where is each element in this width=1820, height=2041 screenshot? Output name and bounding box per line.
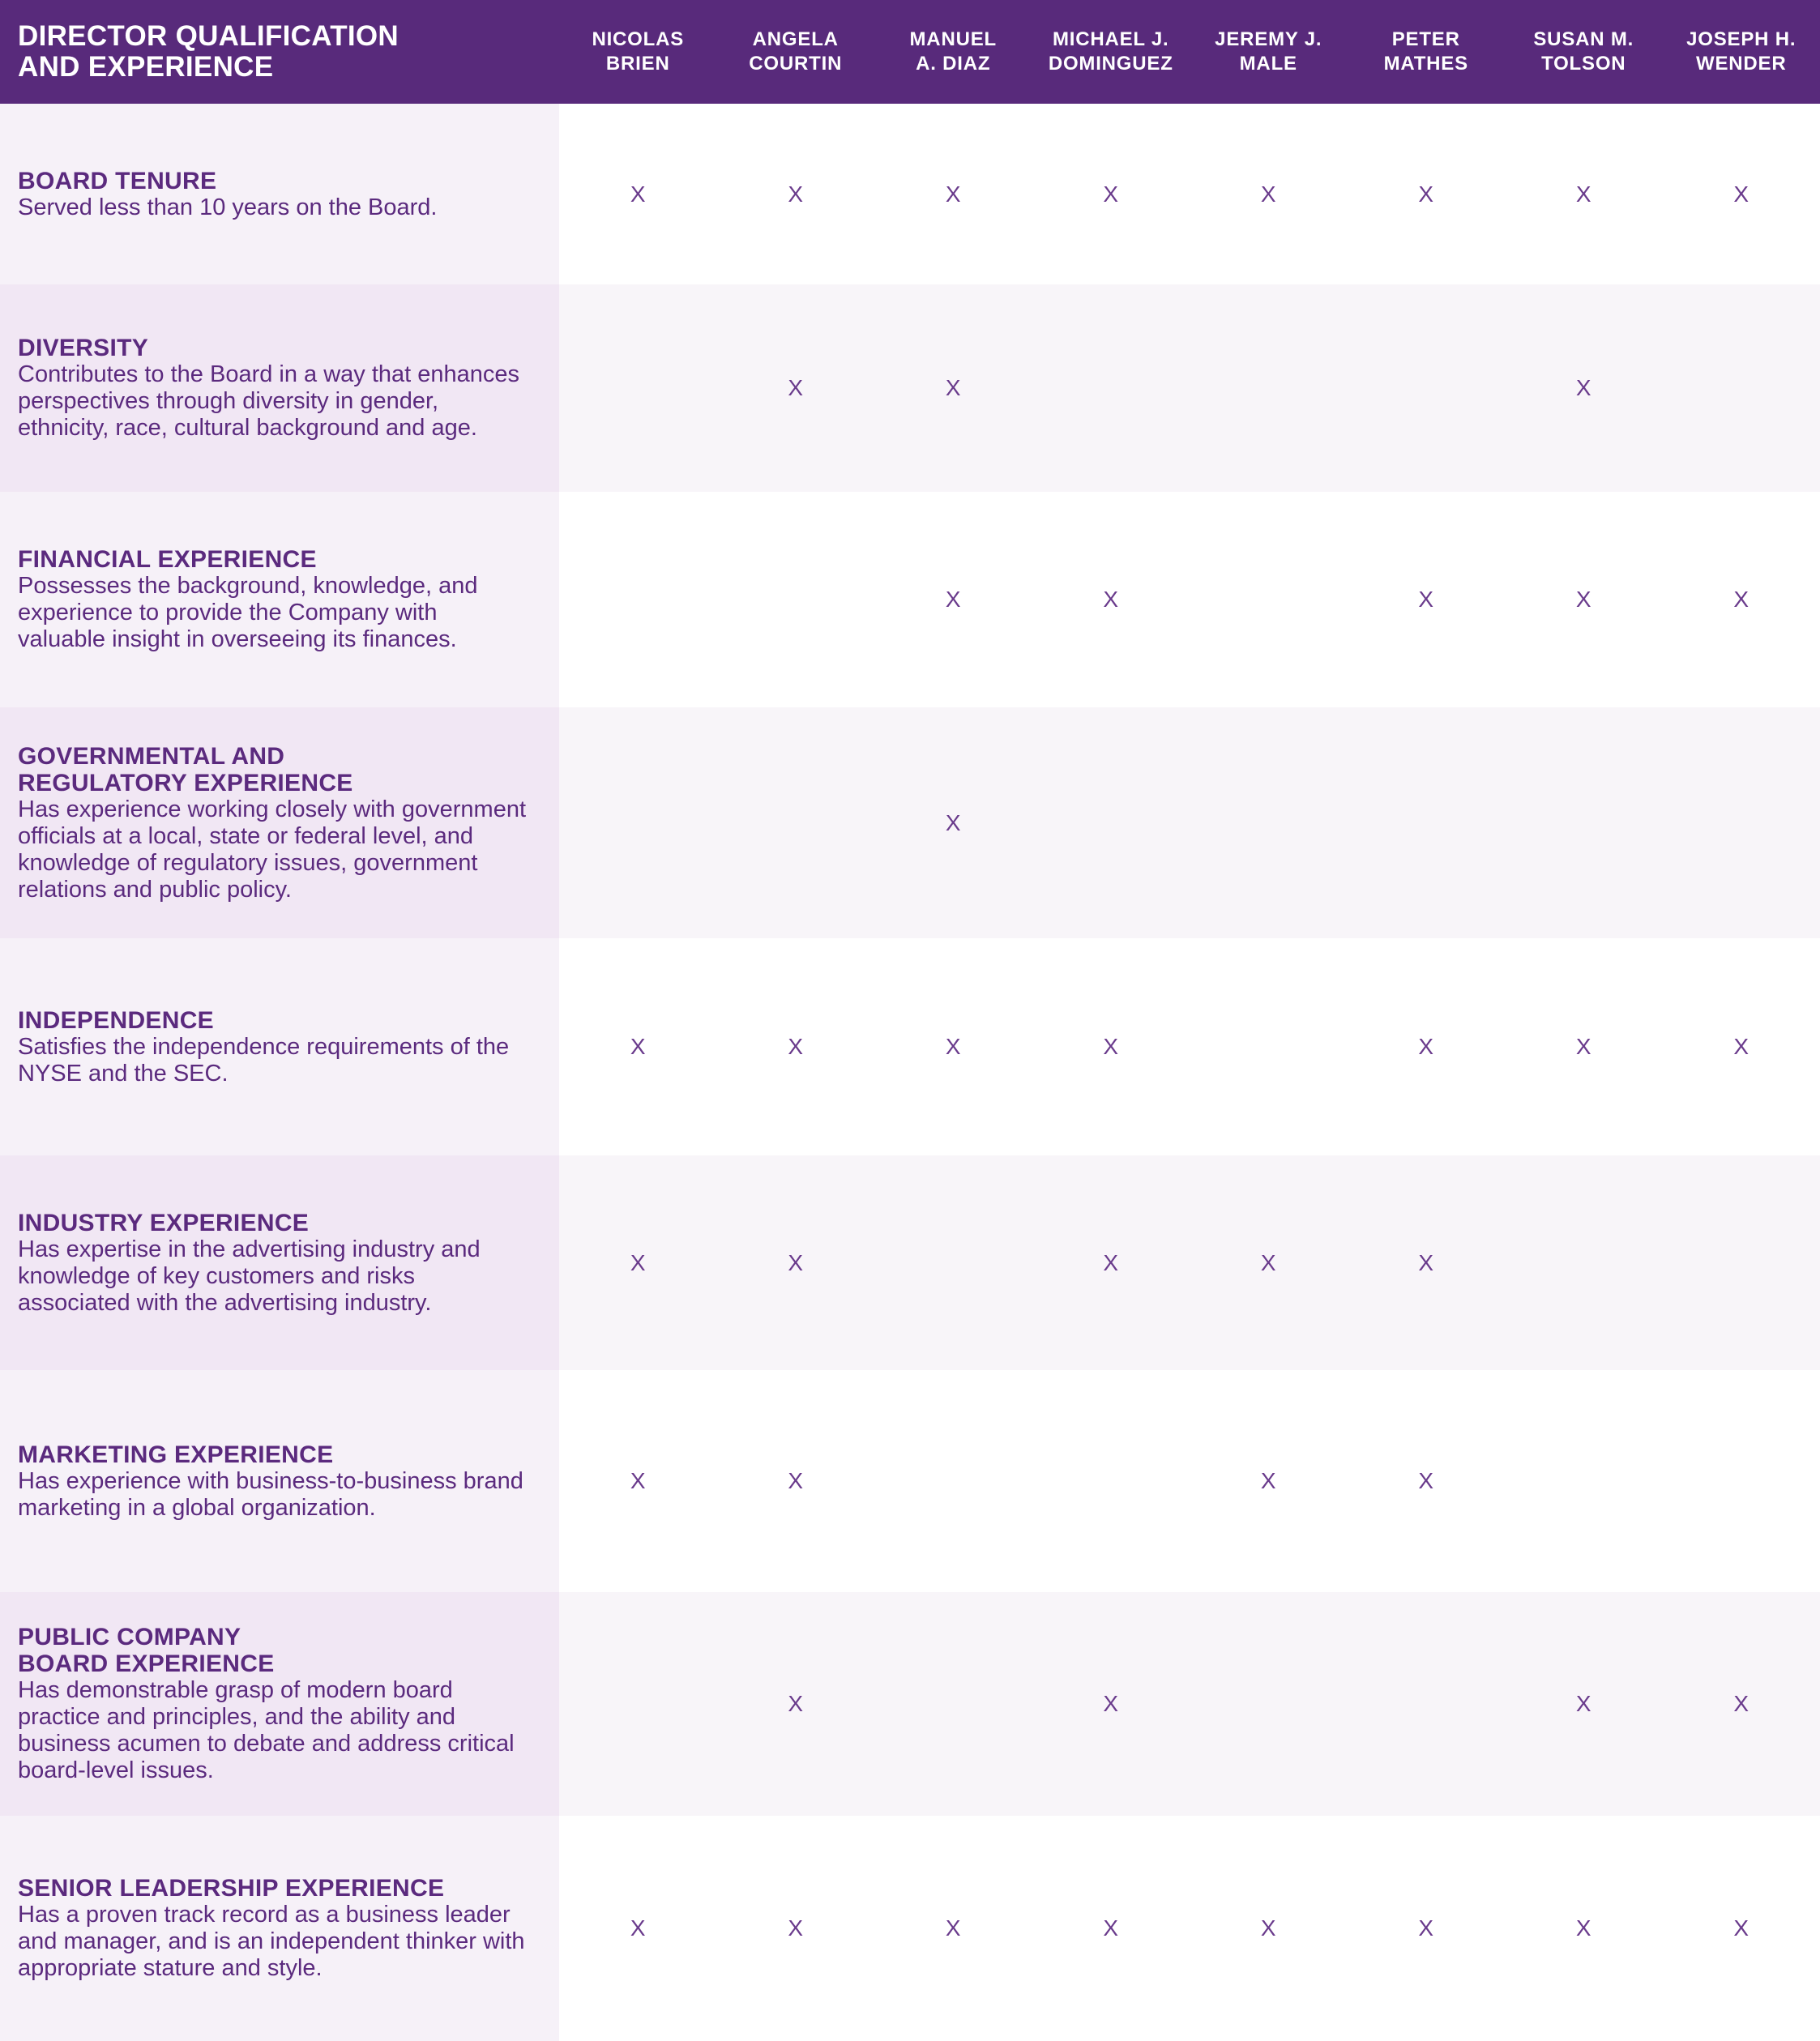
director-name-line: MATHES: [1348, 52, 1506, 76]
director-name-line: COURTIN: [717, 52, 875, 76]
qualification-title-line: BOARD TENURE: [18, 168, 530, 194]
director-name-header: [874, 0, 1032, 104]
qualification-title: [18, 168, 530, 194]
qualification-mark: X: [717, 104, 875, 284]
qualification-mark-empty: [1663, 1370, 1820, 1592]
qualification-mark-empty: [1190, 492, 1348, 707]
qualification-description: Has demonstrable grasp of modern board practice and principles, and the ability and business acumen to debate and address critical board-level issues.: [18, 1677, 530, 1784]
director-name-line: NICOLAS: [559, 28, 717, 52]
qualification-mark-empty: [874, 1592, 1032, 1816]
qualification-mark-empty: [1663, 1155, 1820, 1370]
qualification-mark: X: [1348, 1816, 1506, 2041]
qualification-title-line: BOARD EXPERIENCE: [18, 1650, 530, 1677]
director-name-line: MICHAEL J.: [1032, 28, 1190, 52]
qualification-label-cell: [0, 284, 559, 492]
header-row: [0, 0, 1820, 104]
qualification-mark: X: [1032, 938, 1190, 1155]
director-name-header: [1032, 0, 1190, 104]
qualification-title: [18, 335, 530, 361]
qualification-mark: X: [1032, 1816, 1190, 2041]
qualification-mark: X: [1348, 492, 1506, 707]
qualification-mark-empty: [1032, 1370, 1190, 1592]
qualification-mark: X: [1348, 1155, 1506, 1370]
qualification-title-line: PUBLIC COMPANY: [18, 1624, 530, 1650]
director-name-line: SUSAN M.: [1505, 28, 1663, 52]
qualification-mark-empty: [1348, 284, 1506, 492]
qualification-title-line: INDEPENDENCE: [18, 1007, 530, 1034]
qualification-row: [0, 1155, 1820, 1370]
qualification-mark-empty: [1348, 707, 1506, 938]
qualification-description: Satisfies the independence requirements of the NYSE and the SEC.: [18, 1034, 530, 1087]
qualification-mark: X: [1190, 104, 1348, 284]
qualification-description: Has expertise in the advertising industry and knowledge of key customers and risks associated with the advertising industry.: [18, 1236, 530, 1317]
qualification-mark: X: [1663, 492, 1820, 707]
qualification-title: [18, 1441, 530, 1468]
qualification-mark: X: [1190, 1816, 1348, 2041]
qualification-mark: X: [1190, 1370, 1348, 1592]
qualification-mark-empty: [1190, 938, 1348, 1155]
qualification-mark: X: [1663, 938, 1820, 1155]
qualification-mark: X: [1190, 1155, 1348, 1370]
qualification-row: [0, 492, 1820, 707]
qualification-mark: X: [874, 938, 1032, 1155]
qualification-mark: X: [1032, 492, 1190, 707]
qualification-title-line: GOVERNMENTAL AND: [18, 743, 530, 770]
qualification-mark-empty: [1190, 707, 1348, 938]
qualification-mark: X: [1505, 104, 1663, 284]
qualification-mark: X: [1348, 104, 1506, 284]
qualification-mark: X: [1032, 1592, 1190, 1816]
director-name-line: A. DIAZ: [874, 52, 1032, 76]
matrix-title-line: DIRECTOR QUALIFICATION: [18, 21, 559, 52]
director-name-line: WENDER: [1663, 52, 1820, 76]
qualification-mark-empty: [1032, 284, 1190, 492]
director-name-line: JEREMY J.: [1190, 28, 1348, 52]
qualification-label-cell: [0, 492, 559, 707]
qualification-title: [18, 546, 530, 573]
qualification-mark: X: [1663, 1816, 1820, 2041]
matrix-header: [0, 0, 1820, 104]
qualification-title: [18, 1007, 530, 1034]
qualification-mark: X: [1505, 1816, 1663, 2041]
matrix-body: [0, 104, 1820, 2041]
qualification-row: [0, 1816, 1820, 2041]
qualification-mark: X: [717, 1370, 875, 1592]
qualification-mark: X: [1032, 1155, 1190, 1370]
qualification-mark-empty: [1032, 707, 1190, 938]
qualification-description: Has experience with business-to-business brand marketing in a global organization.: [18, 1468, 530, 1522]
qualification-mark-empty: [1505, 1155, 1663, 1370]
qualification-title-line: INDUSTRY EXPERIENCE: [18, 1210, 530, 1236]
qualification-mark: X: [1505, 284, 1663, 492]
qualification-mark-empty: [559, 284, 717, 492]
qualification-mark-empty: [874, 1155, 1032, 1370]
matrix-title: [0, 0, 559, 104]
qualification-mark: X: [559, 104, 717, 284]
qualification-mark-empty: [1663, 707, 1820, 938]
director-name-header: [559, 0, 717, 104]
qualification-label-cell: [0, 707, 559, 938]
qualification-title: [18, 1210, 530, 1236]
qualification-mark: X: [717, 1592, 875, 1816]
qualification-row: [0, 938, 1820, 1155]
qualification-label-cell: [0, 1370, 559, 1592]
director-name-line: JOSEPH H.: [1663, 28, 1820, 52]
qualification-mark: X: [559, 1155, 717, 1370]
qualification-mark: X: [717, 1155, 875, 1370]
qualification-mark-empty: [1190, 1592, 1348, 1816]
director-name-header: [1348, 0, 1506, 104]
director-name-header: [1505, 0, 1663, 104]
qualification-title-line: DIVERSITY: [18, 335, 530, 361]
qualification-mark: X: [874, 284, 1032, 492]
qualification-title-line: MARKETING EXPERIENCE: [18, 1441, 530, 1468]
qualification-mark: X: [1348, 938, 1506, 1155]
qualification-mark: X: [1505, 938, 1663, 1155]
qualification-description: Contributes to the Board in a way that enhances perspectives through diversity in gender, ethnicity, race, cultural background and age.: [18, 361, 530, 442]
qualification-mark: X: [1505, 1592, 1663, 1816]
qualification-description: Has experience working closely with government officials at a local, state or federal level, and knowledge of regulatory issues, government relations and public policy.: [18, 796, 530, 903]
qualification-mark-empty: [1505, 707, 1663, 938]
director-name-line: MANUEL: [874, 28, 1032, 52]
qualification-mark: X: [874, 104, 1032, 284]
qualification-row: [0, 1370, 1820, 1592]
qualification-mark: X: [1505, 492, 1663, 707]
qualification-mark: X: [717, 284, 875, 492]
qualification-mark-empty: [717, 492, 875, 707]
director-name-header: [717, 0, 875, 104]
qualification-label-cell: [0, 1816, 559, 2041]
qualification-mark-empty: [1663, 284, 1820, 492]
director-name-header: [1190, 0, 1348, 104]
qualification-mark: X: [1663, 104, 1820, 284]
qualification-label-cell: [0, 938, 559, 1155]
qualification-label-cell: [0, 104, 559, 284]
qualification-mark-empty: [1505, 1370, 1663, 1592]
director-name-line: PETER: [1348, 28, 1506, 52]
qualification-mark: X: [1032, 104, 1190, 284]
matrix-title-line: AND EXPERIENCE: [18, 52, 559, 83]
qualification-mark-empty: [1348, 1592, 1506, 1816]
qualification-mark: X: [874, 492, 1032, 707]
director-name-header: [1663, 0, 1820, 104]
director-name-line: TOLSON: [1505, 52, 1663, 76]
qualification-row: [0, 104, 1820, 284]
qualification-title-line: REGULATORY EXPERIENCE: [18, 770, 530, 796]
qualification-mark-empty: [717, 707, 875, 938]
qualification-title-line: FINANCIAL EXPERIENCE: [18, 546, 530, 573]
qualification-mark: X: [559, 938, 717, 1155]
qualification-title: [18, 1624, 530, 1677]
qualification-label-cell: [0, 1155, 559, 1370]
qualification-mark-empty: [1190, 284, 1348, 492]
qualification-title-line: SENIOR LEADERSHIP EXPERIENCE: [18, 1875, 530, 1902]
qualification-mark-empty: [874, 1370, 1032, 1592]
qualification-row: [0, 284, 1820, 492]
qualification-mark-empty: [559, 492, 717, 707]
qualification-description: Possesses the background, knowledge, and experience to provide the Company with valuable insight in overseeing its finances.: [18, 573, 530, 653]
qualification-mark: X: [559, 1816, 717, 2041]
qualification-mark: X: [874, 707, 1032, 938]
director-name-line: ANGELA: [717, 28, 875, 52]
qualification-mark: X: [559, 1370, 717, 1592]
qualification-row: [0, 707, 1820, 938]
qualification-mark-empty: [559, 1592, 717, 1816]
qualification-mark: X: [717, 1816, 875, 2041]
director-name-line: DOMINGUEZ: [1032, 52, 1190, 76]
qualification-mark: X: [874, 1816, 1032, 2041]
director-name-line: MALE: [1190, 52, 1348, 76]
qualification-description: Served less than 10 years on the Board.: [18, 194, 530, 221]
qualification-title: [18, 1875, 530, 1902]
qualification-label-cell: [0, 1592, 559, 1816]
qualification-mark: X: [717, 938, 875, 1155]
director-name-line: BRIEN: [559, 52, 717, 76]
qualification-title: [18, 743, 530, 796]
qualification-row: [0, 1592, 1820, 1816]
qualification-mark: X: [1348, 1370, 1506, 1592]
qualification-mark-empty: [559, 707, 717, 938]
qualification-mark: X: [1663, 1592, 1820, 1816]
qualification-description: Has a proven track record as a business leader and manager, and is an independent thinker with appropriate stature and style.: [18, 1902, 530, 1982]
